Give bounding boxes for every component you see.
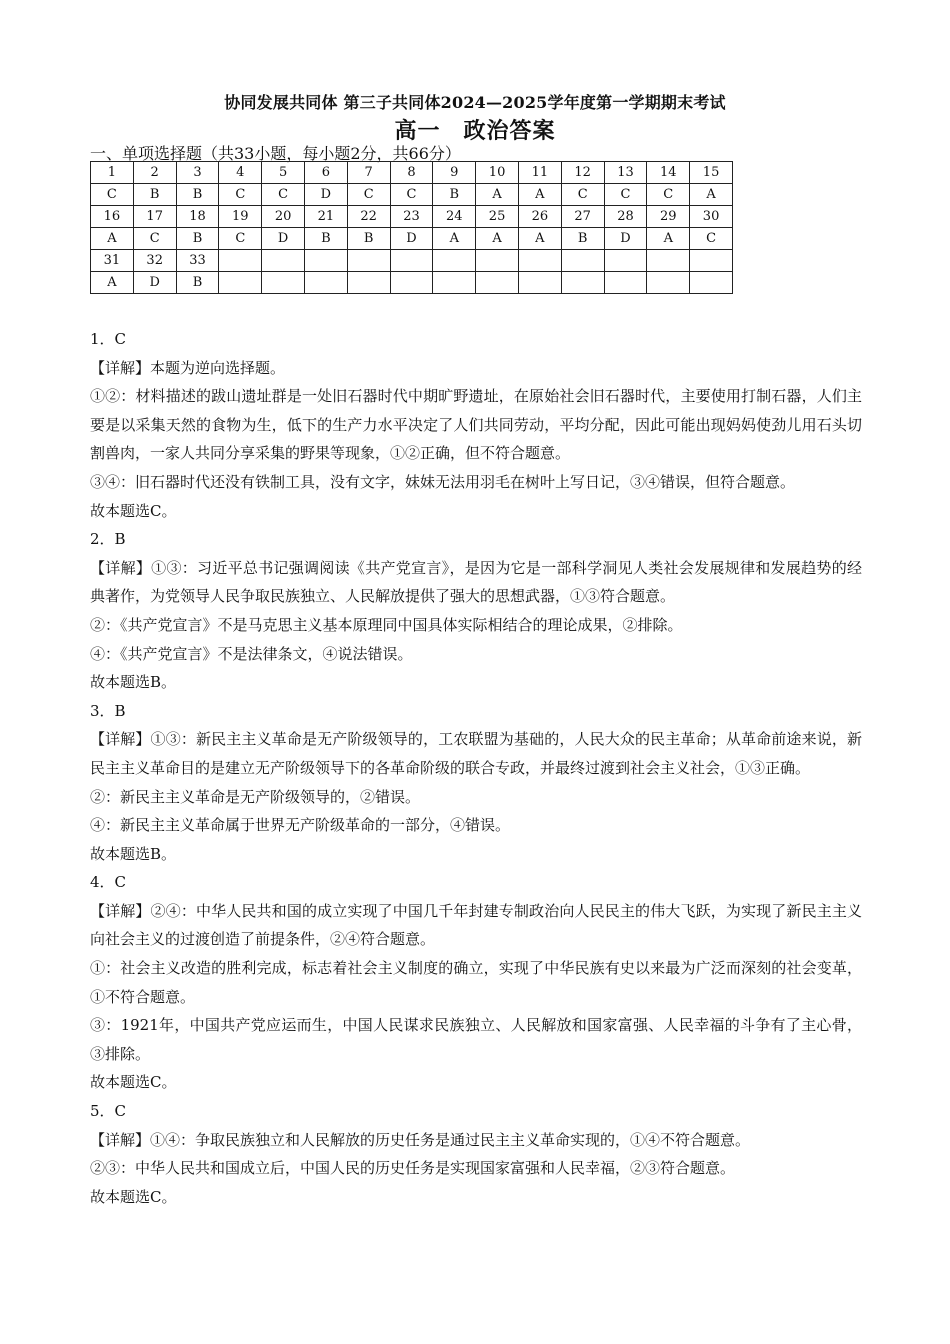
answer-cell: D bbox=[604, 228, 647, 250]
answer-cell: A bbox=[690, 184, 733, 206]
explanation-line: 1．C bbox=[90, 330, 127, 348]
explanation-line: ④：新民主主义革命属于世界无产阶级革命的一部分，④错误。 bbox=[90, 816, 511, 835]
question-number-cell: 1 bbox=[91, 162, 134, 184]
question-number-cell: 5 bbox=[262, 162, 305, 184]
explanation-line: ①：社会主义改造的胜利完成，标志着社会主义制度的确立，实现了中华民族有史以来最为广泛而深刻的社会变革，①不符合题意。 bbox=[90, 959, 862, 1006]
explanation-line: 5．C bbox=[90, 1102, 127, 1121]
question-number-cell: 23 bbox=[390, 206, 433, 228]
question-number-cell: 19 bbox=[219, 206, 262, 228]
answer-cell: A bbox=[518, 184, 561, 206]
answer-cell: B bbox=[347, 228, 390, 250]
answer-cell: C bbox=[219, 228, 262, 250]
question-number-cell: 17 bbox=[133, 206, 176, 228]
answer-cell bbox=[647, 272, 690, 294]
answer-cell: C bbox=[219, 184, 262, 206]
question-number-cell: 28 bbox=[604, 206, 647, 228]
question-number-cell: 14 bbox=[647, 162, 690, 184]
answer-cell: C bbox=[347, 184, 390, 206]
question-number-cell bbox=[219, 250, 262, 272]
answer-cell: C bbox=[262, 184, 305, 206]
question-number-cell: 25 bbox=[476, 206, 519, 228]
answer-cell bbox=[304, 272, 347, 294]
question-number-cell: 21 bbox=[304, 206, 347, 228]
answer-cell: C bbox=[561, 184, 604, 206]
answer-cell bbox=[219, 272, 262, 294]
explanation-line: 2．B bbox=[90, 530, 126, 549]
answer-cell: A bbox=[433, 228, 476, 250]
question-number-cell: 7 bbox=[347, 162, 390, 184]
question-number-cell bbox=[690, 250, 733, 272]
answer-cell: C bbox=[647, 184, 690, 206]
question-number-cell bbox=[647, 250, 690, 272]
exam-title: 协同发展共同体 第三子共同体2024—2025学年度第一学期期末考试 bbox=[224, 93, 726, 112]
answer-cell: B bbox=[561, 228, 604, 250]
answer-cell bbox=[347, 272, 390, 294]
page-title: 高一 政治答案 bbox=[394, 118, 556, 144]
answer-cell: D bbox=[390, 228, 433, 250]
explanation-line: 故本题选B。 bbox=[90, 673, 177, 692]
answer-cell bbox=[433, 272, 476, 294]
question-number-cell: 15 bbox=[690, 162, 733, 184]
question-number-cell: 20 bbox=[262, 206, 305, 228]
question-number-cell: 16 bbox=[91, 206, 134, 228]
explanation-line: 故本题选C。 bbox=[90, 501, 177, 520]
question-number-cell bbox=[433, 250, 476, 272]
question-number-cell bbox=[262, 250, 305, 272]
question-number-cell: 26 bbox=[518, 206, 561, 228]
explanation-line: ④：《共产党宣言》不是法律条文，④说法错误。 bbox=[90, 644, 413, 663]
question-number-cell: 27 bbox=[561, 206, 604, 228]
answer-cell: D bbox=[262, 228, 305, 250]
explanations bbox=[90, 325, 862, 1211]
question-number-cell: 32 bbox=[133, 250, 176, 272]
question-number-cell: 33 bbox=[176, 250, 219, 272]
question-number-cell: 10 bbox=[476, 162, 519, 184]
question-number-cell: 12 bbox=[561, 162, 604, 184]
answer-cell bbox=[604, 272, 647, 294]
answer-row bbox=[91, 184, 733, 206]
answer-cell: C bbox=[690, 228, 733, 250]
explanation-line: 【详解】①③：习近平总书记强调阅读《共产党宣言》，是因为它是一部科学洞见人类社会发展规律和发展趋势的经典著作，为党领导人民争取民族独立、人民解放提供了强大的思想武器，①③符合题意。 bbox=[90, 558, 862, 606]
explanation-line: ②③：中华人民共和国成立后，中国人民的历史任务是实现国家富强和人民幸福，②③符合题意。 bbox=[90, 1159, 736, 1178]
explanation-line: ②：新民主主义革命是无产阶级领导的，②错误。 bbox=[90, 787, 421, 806]
answer-cell bbox=[262, 272, 305, 294]
answer-cell: C bbox=[133, 228, 176, 250]
explanation-line: ①②：材料描述的跋山遗址群是一处旧石器时代中期旷野遗址，在原始社会旧石器时代，主要使用打制石器，人们主要是以采集天然的食物为生，低下的生产力水平决定了人们共同劳动，平均分配，因此可能出现妈妈使劲儿用石头切割兽肉，一家人共同分享采集的野果等现象，①②正确，但不符合题意。 bbox=[90, 387, 862, 463]
question-number-cell bbox=[347, 250, 390, 272]
explanation-line: 故本题选C。 bbox=[90, 1187, 177, 1206]
explanation-line: 【详解】①③：新民主主义革命是无产阶级领导的，工农联盟为基础的，人民大众的民主革命；从革命前途来说，新民主主义革命目的是建立无产阶级领导下的各革命阶级的联合专政，并最终过渡到社会主义社会，①③正确。 bbox=[90, 730, 862, 777]
question-number-cell bbox=[561, 250, 604, 272]
answer-cell: B bbox=[133, 184, 176, 206]
question-number-cell: 24 bbox=[433, 206, 476, 228]
answer-cell bbox=[561, 272, 604, 294]
question-number-cell: 18 bbox=[176, 206, 219, 228]
answer-cell bbox=[476, 272, 519, 294]
question-number-cell bbox=[390, 250, 433, 272]
question-number-cell: 13 bbox=[604, 162, 647, 184]
explanation-line: 故本题选C。 bbox=[90, 1073, 177, 1092]
question-number-row bbox=[91, 250, 733, 272]
explanation-line: 故本题选B。 bbox=[90, 844, 177, 863]
explanation-line: 3．B bbox=[90, 701, 126, 720]
answer-cell: D bbox=[133, 272, 176, 294]
answer-row bbox=[91, 272, 733, 294]
question-number-cell: 3 bbox=[176, 162, 219, 184]
explanation-line: ③④：旧石器时代还没有铁制工具，没有文字，妹妹无法用羽毛在树叶上写日记，③④错误，但符合题意。 bbox=[90, 472, 796, 491]
answer-cell: A bbox=[91, 228, 134, 250]
question-number-row bbox=[91, 206, 733, 228]
question-number-cell: 29 bbox=[647, 206, 690, 228]
question-number-cell: 31 bbox=[91, 250, 134, 272]
section-heading: 一、单项选择题（共33小题，每小题2分，共66分） bbox=[90, 144, 461, 163]
explanation-line: 4．C bbox=[90, 873, 127, 892]
explanation-line: 【详解】②④：中华人民共和国的成立实现了中国几千年封建专制政治向人民民主的伟大飞跃，为实现了新民主主义向社会主义的过渡创造了前提条件，②④符合题意。 bbox=[90, 901, 862, 949]
answer-cell: B bbox=[176, 272, 219, 294]
answer-cell: B bbox=[176, 228, 219, 250]
answer-cell: A bbox=[476, 228, 519, 250]
answer-cell bbox=[390, 272, 433, 294]
question-number-cell: 11 bbox=[518, 162, 561, 184]
answer-cell: A bbox=[518, 228, 561, 250]
question-number-cell: 8 bbox=[390, 162, 433, 184]
answer-cell: C bbox=[390, 184, 433, 206]
question-number-row bbox=[91, 162, 733, 184]
answer-cell: A bbox=[647, 228, 690, 250]
question-number-cell: 30 bbox=[690, 206, 733, 228]
answer-cell: B bbox=[176, 184, 219, 206]
answer-cell: A bbox=[476, 184, 519, 206]
answer-cell: B bbox=[304, 228, 347, 250]
explanation-line: 【详解】本题为逆向选择题。 bbox=[90, 358, 286, 377]
question-number-cell bbox=[518, 250, 561, 272]
explanation-line: 【详解】①④：争取民族独立和人民解放的历史任务是通过民主主义革命实现的，①④不符合题意。 bbox=[90, 1130, 751, 1149]
answer-cell bbox=[518, 272, 561, 294]
answer-row bbox=[91, 228, 733, 250]
answer-cell: A bbox=[91, 272, 134, 294]
explanation-line: ②：《共产党宣言》不是马克思主义基本原理同中国具体实际相结合的理论成果，②排除。 bbox=[90, 615, 683, 634]
question-number-cell bbox=[304, 250, 347, 272]
answer-cell: C bbox=[604, 184, 647, 206]
question-number-cell: 2 bbox=[133, 162, 176, 184]
answer-cell: B bbox=[433, 184, 476, 206]
question-number-cell: 22 bbox=[347, 206, 390, 228]
answer-cell: C bbox=[91, 184, 134, 206]
question-number-cell: 6 bbox=[304, 162, 347, 184]
question-number-cell bbox=[476, 250, 519, 272]
question-number-cell: 4 bbox=[219, 162, 262, 184]
answer-key-table bbox=[90, 161, 733, 294]
answer-cell: D bbox=[304, 184, 347, 206]
question-number-cell: 9 bbox=[433, 162, 476, 184]
question-number-cell bbox=[604, 250, 647, 272]
answer-cell bbox=[690, 272, 733, 294]
explanation-line: ③：1921年，中国共产党应运而生，中国人民谋求民族独立、人民解放和国家富强、人民幸福的斗争有了主心骨，③排除。 bbox=[90, 1016, 862, 1063]
